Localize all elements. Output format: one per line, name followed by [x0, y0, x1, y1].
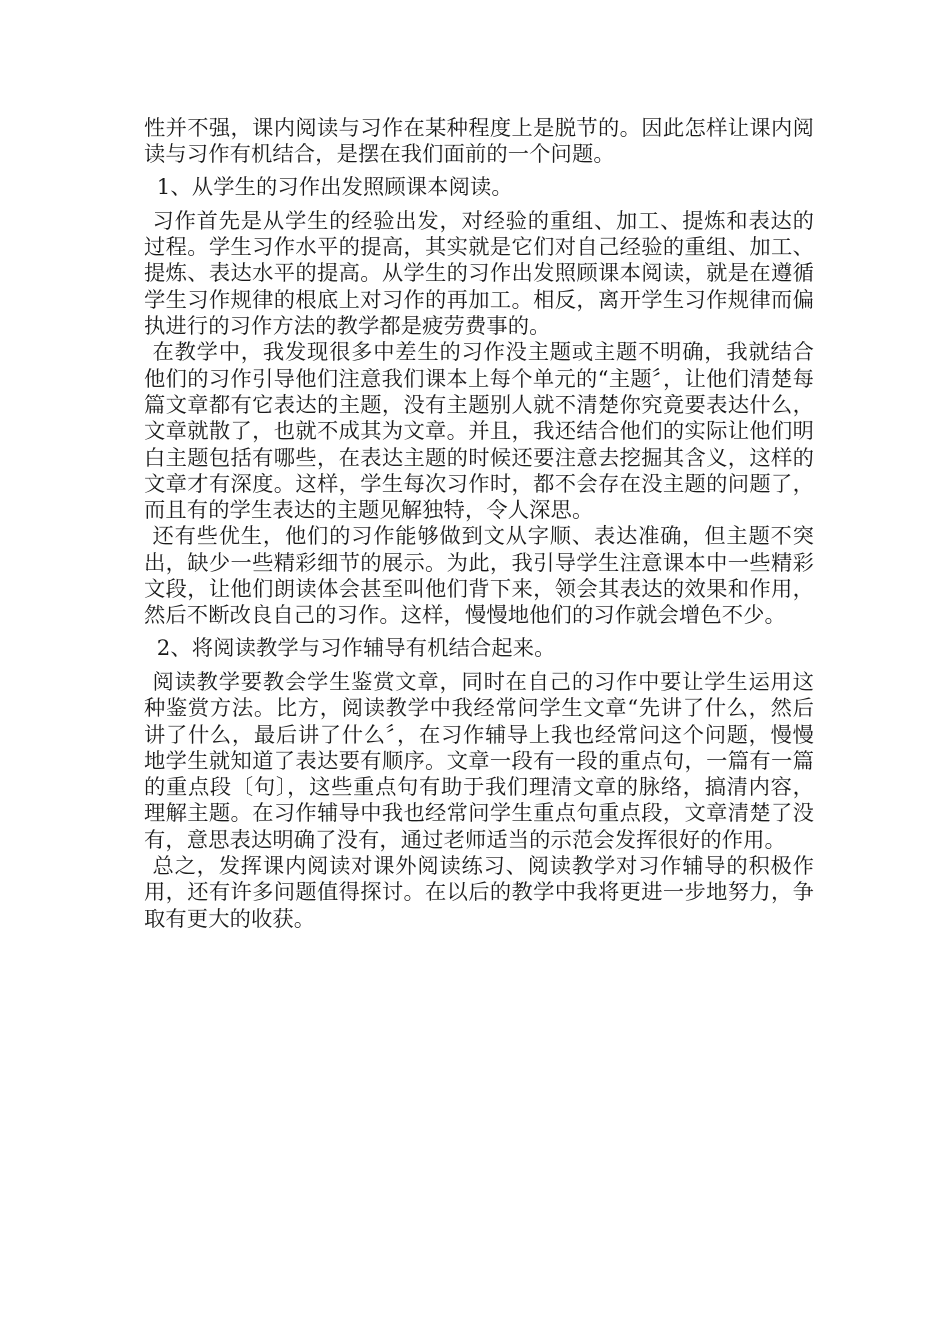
section-heading-1: 1、从学生的习作出发照顾课本阅读。	[156, 174, 513, 200]
paragraph-experience: 习作首先是从学生的经验出发，对经验的重组、加工、提炼和表达的过程。学生习作水平的提高，其实就是它们对自己经验的重组、加工、提炼、表达水平的提高。从学生的习作出发照顾课本阅读，就是在遵循学生习作规律的根底上对习作的再加工。相反，离开学生习作规律而偏执进行的习作方法的教学都是疲劳费事的。	[144, 208, 814, 340]
paragraph-conclusion: 总之，发挥课内阅读对课外阅读练习、阅读教学对习作辅导的积极作用，还有许多问题值得探讨。在以后的教学中我将更进一步地努力，争取有更大的收获。	[144, 854, 814, 932]
paragraph-appreciation: 阅读教学要教会学生鉴赏文章，同时在自己的习作中要让学生运用这种鉴赏方法。比方，阅读教学中我经常问学生文章“先讲了什么，然后讲了什么，最后讲了什么〞，在习作辅导上我也经常问这个问题，慢慢地学生就知道了表达要有顺序。文章一段有一段的重点句，一篇有一篇的重点段〔句〕，这些重点句有助于我们理清文章的脉络，搞清内容，理解主题。在习作辅导中我也经常问学生重点句重点段，文章清楚了没有，意思表达明确了没有，通过老师适当的示范会发挥很好的作用。	[144, 669, 814, 853]
section-heading-2: 2、将阅读教学与习作辅导有机结合起来。	[156, 635, 556, 661]
paragraph-intro: 性并不强，课内阅读与习作在某种程度上是脱节的。因此怎样让课内阅读与习作有机结合，是摆在我们面前的一个问题。	[144, 116, 814, 168]
paragraph-theme: 在教学中，我发现很多中差生的习作没主题或主题不明确，我就结合他们的习作引导他们注意我们课本上每个单元的“主题〞，让他们清楚每篇文章都有它表达的主题，没有主题别人就不清楚你究竟要表达什么，文章就散了，也就不成其为文章。并且，我还结合他们的实际让他们明白主题包括有哪些，在表达主题的时候还要注意去挖掘其含义，这样的文章才有深度。这样，学生每次习作时，都不会存在没主题的问题了，而且有的学生表达的主题见解独特，令人深思。	[144, 340, 814, 524]
document-body	[144, 116, 814, 933]
paragraph-top-students: 还有些优生，他们的习作能够做到文从字顺、表达准确，但主题不突出，缺少一些精彩细节的展示。为此，我引导学生注意课本中一些精彩文段，让他们朗读体会甚至叫他们背下来，领会其表达的效果和作用，然后不断改良自己的习作。这样，慢慢地他们的习作就会增色不少。	[144, 524, 814, 629]
